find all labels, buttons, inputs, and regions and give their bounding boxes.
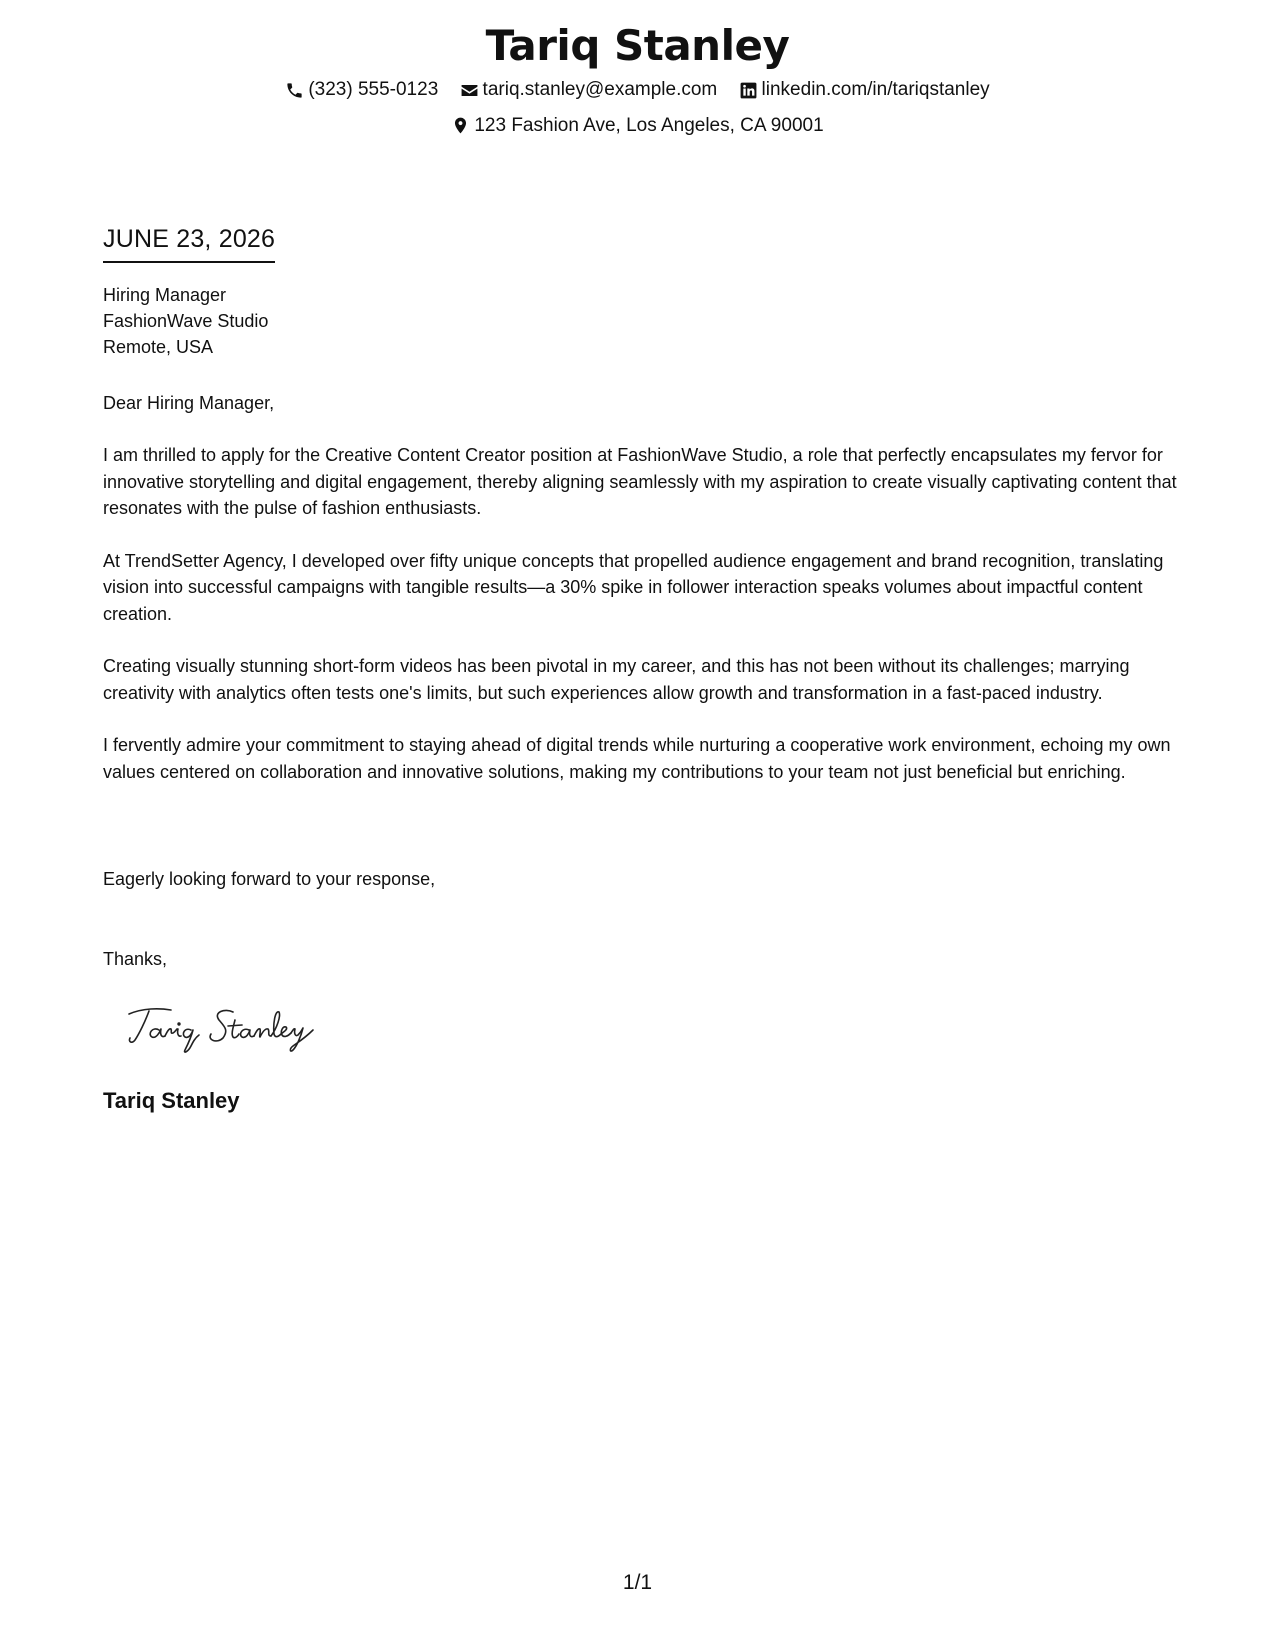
applicant-name: Tariq Stanley [485, 21, 790, 70]
body-paragraph: I am thrilled to apply for the Creative Content Creator position at FashionWave Studio, a role that perfectly encapsulates my fervor for innovative storytelling and digital engagement, thereby aligning seamlessly with my aspiration to create visually captivating content that resonates with the pulse of fashion enthusiasts. [103, 445, 1177, 518]
address-row [0, 113, 1275, 144]
phone-text: (323) 555-0123 [308, 79, 439, 100]
recipient-title: Hiring Manager [103, 285, 227, 305]
signature-drawing [125, 1000, 340, 1060]
letter-date: JUNE 23, 2026 [103, 222, 275, 263]
salutation: Dear Hiring Manager, [103, 393, 275, 413]
contact-row [0, 77, 1275, 108]
page-number: 1/1 [622, 1571, 653, 1594]
letter-date-block [103, 222, 275, 263]
body-paragraph: Creating visually stunning short-form videos has been pivotal in my career, and this has not been without its challenges; marrying creativity with analytics often tests one's limits, but such experiences allow growth and transformation in a fast-paced industry. [103, 656, 1130, 703]
body-paragraph: At TrendSetter Agency, I developed over fifty unique concepts that propelled audience engagement and brand recognition, translating vision into successful campaigns with tangible results—a 30% spike in follower interaction speaks volumes about impactful content creation. [103, 550, 1164, 624]
map-pin-icon [451, 116, 470, 135]
handwritten-signature [125, 1000, 340, 1065]
linkedin-text: linkedin.com/in/tariqstanley [761, 79, 990, 100]
contact-email[interactable] [460, 77, 718, 103]
phone-icon [285, 81, 304, 100]
contact-phone [285, 77, 438, 103]
address-text: 123 Fashion Ave, Los Angeles, CA 90001 [474, 114, 824, 136]
email-text: tariq.stanley@example.com [482, 79, 718, 100]
contact-linkedin[interactable] [739, 77, 990, 103]
body-paragraph: I fervently admire your commitment to staying ahead of digital trends while nurturing a cooperative work environment, echoing my own values centered on collaboration and innovative solutions, making my contributions to your team not just beneficial but enriching. [103, 735, 1171, 782]
recipient-block [103, 282, 1178, 360]
closing-line: Eagerly looking forward to your response, [103, 869, 436, 889]
contact-address [451, 113, 823, 139]
letter-header [0, 18, 1275, 143]
signer-name: Tariq Stanley [103, 1088, 240, 1113]
recipient-company: FashionWave Studio [103, 311, 269, 331]
envelope-icon [460, 81, 479, 100]
letter-body [103, 442, 1178, 811]
recipient-location: Remote, USA [103, 337, 214, 357]
signoff: Thanks, [103, 949, 168, 969]
linkedin-icon [739, 81, 758, 100]
